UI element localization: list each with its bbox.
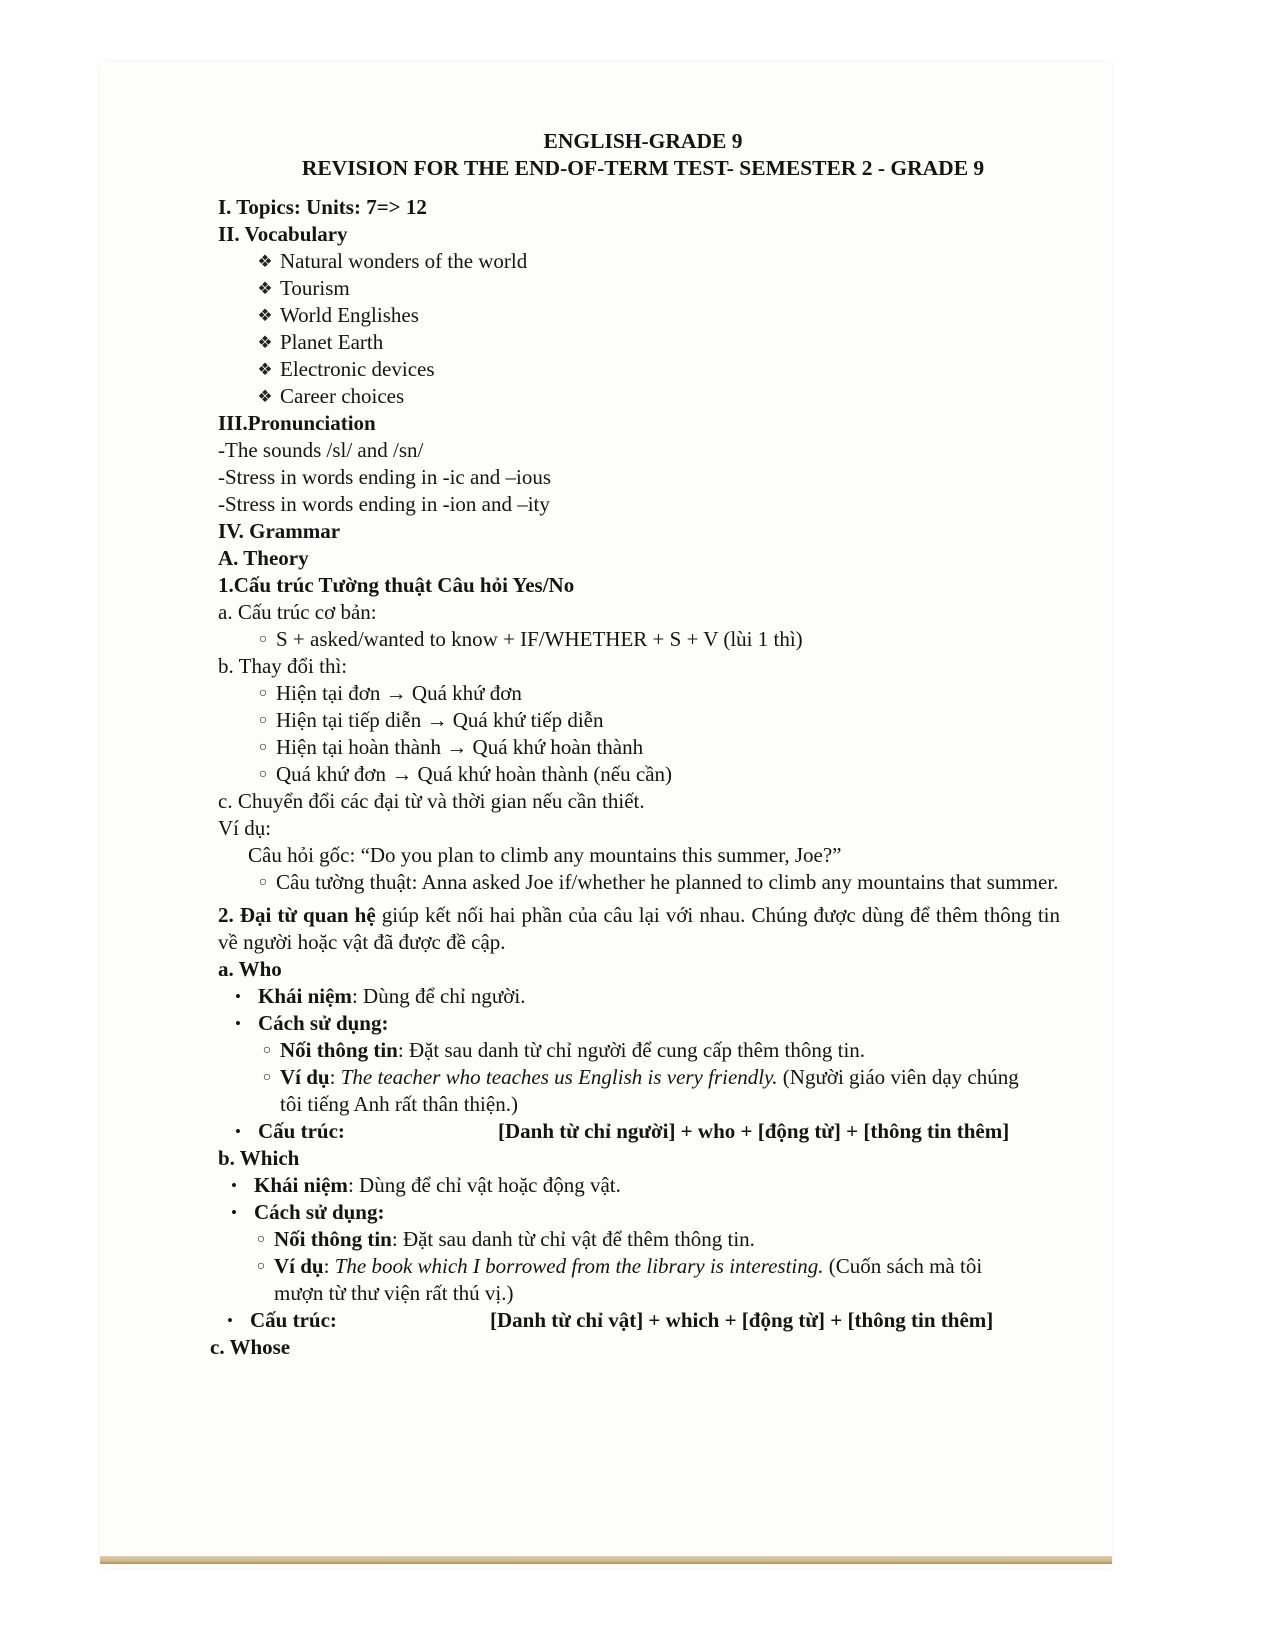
list-item: ❖ Career choices xyxy=(250,383,1098,410)
circle-bullet-icon: ○ xyxy=(258,767,268,782)
circle-bullet-icon: ○ xyxy=(258,713,268,728)
document-body xyxy=(210,128,1098,1361)
bullet-dot-icon: • xyxy=(235,987,241,1006)
circle-bullet-icon: ○ xyxy=(262,1043,272,1058)
list-item: ❖ Electronic devices xyxy=(250,356,1098,383)
diamond-bullet-icon: ❖ xyxy=(257,333,273,352)
bullet-dot-icon: • xyxy=(231,1176,237,1195)
pronunciation-item: -Stress in words ending in -ion and –ity xyxy=(218,492,550,516)
pronunciation-item: -The sounds /sl/ and /sn/ xyxy=(218,438,424,462)
list-item: ○ Ví dụ: The book which I borrowed from the library is interesting. (Cuốn sách mà tôi mượn từ thư viện rất thú vị.) xyxy=(248,1253,1028,1307)
list-item: ❖ Tourism xyxy=(250,275,1098,302)
diamond-bullet-icon: ❖ xyxy=(257,306,273,325)
relative-pronoun-intro: 2. Đại từ quan hệ giúp kết nối hai phần của câu lại với nhau. Chúng được dùng để thêm thông tin về người hoặc vật đã được đề cập. xyxy=(218,903,1060,954)
structure-row: • Cấu trúc: [Danh từ chỉ người] + who + [động từ] + [thông tin thêm] xyxy=(226,1118,1098,1145)
list-item: ❖ Natural wonders of the world xyxy=(250,248,1098,275)
structure-row: • Cấu trúc: [Danh từ chỉ vật] + which + [động từ] + [thông tin thêm] xyxy=(218,1307,1098,1334)
list-item: ○ Hiện tại đơn → Quá khứ đơn xyxy=(250,680,1098,707)
bullet-dot-icon: • xyxy=(235,1014,241,1033)
list-item: • Cách sử dụng: xyxy=(226,1010,1098,1037)
circle-bullet-icon: ○ xyxy=(258,632,268,647)
list-item: ○ Ví dụ: The teacher who teaches us English is very friendly. (Người giáo viên dạy chúng tôi tiếng Anh rất thân thiện.) xyxy=(254,1064,1024,1118)
topics-heading: I. Topics: Units: 7=> 12 xyxy=(218,195,427,219)
diamond-bullet-icon: ❖ xyxy=(257,387,273,406)
list-item: ❖ World Englishes xyxy=(250,302,1098,329)
doc-title: ENGLISH-GRADE 9 xyxy=(543,129,743,153)
doc-subtitle: REVISION FOR THE END-OF-TERM TEST- SEMESTER 2 - GRADE 9 xyxy=(301,156,985,180)
bullet-dot-icon: • xyxy=(235,1122,241,1141)
section-reported-speech-heading: 1.Cấu trúc Tường thuật Câu hỏi Yes/No xyxy=(218,573,575,597)
list-item: • Khái niệm: Dùng để chỉ vật hoặc động vật. xyxy=(222,1172,1098,1199)
pronunciation-heading: III.Pronunciation xyxy=(218,411,376,435)
example-question: Câu hỏi gốc: “Do you plan to climb any mountains this summer, Joe?” xyxy=(248,843,842,867)
list-item: ❖ Planet Earth xyxy=(250,329,1098,356)
example-label: Ví dụ: xyxy=(218,816,272,840)
theory-heading: A. Theory xyxy=(218,546,309,570)
diamond-bullet-icon: ❖ xyxy=(257,252,273,271)
list-item: ○ Hiện tại tiếp diễn → Quá khứ tiếp diễn xyxy=(250,707,1098,734)
diamond-bullet-icon: ❖ xyxy=(257,279,273,298)
which-heading: b. Which xyxy=(218,1146,300,1170)
bullet-dot-icon: • xyxy=(227,1311,233,1330)
list-item xyxy=(250,869,1060,896)
diamond-bullet-icon: ❖ xyxy=(257,360,273,379)
list-item: ○ Nối thông tin: Đặt sau danh từ chỉ vật để thêm thông tin. xyxy=(248,1226,1028,1253)
who-heading: a. Who xyxy=(218,957,282,981)
bullet-dot-icon: • xyxy=(231,1203,237,1222)
list-item: ○ S + asked/wanted to know + IF/WHETHER + S + V (lùi 1 thì) xyxy=(250,626,1098,653)
basic-structure-label: a. Cấu trúc cơ bản: xyxy=(218,600,377,624)
list-item: ○ Hiện tại hoàn thành → Quá khứ hoàn thành xyxy=(250,734,1098,761)
whose-heading: c. Whose xyxy=(210,1335,291,1359)
list-item: ○ Nối thông tin: Đặt sau danh từ chỉ người để cung cấp thêm thông tin. xyxy=(254,1037,1024,1064)
example-reported: Câu tường thuật: Anna asked Joe if/whether he planned to climb any mountains that summer. xyxy=(276,870,1059,894)
tense-change-label: b. Thay đổi thì: xyxy=(218,654,348,678)
circle-bullet-icon: ○ xyxy=(256,1232,266,1247)
circle-bullet-icon: ○ xyxy=(258,740,268,755)
circle-bullet-icon: ○ xyxy=(258,686,268,701)
list-item: ○ Quá khứ đơn → Quá khứ hoàn thành (nếu cần) xyxy=(250,761,1098,788)
pronunciation-item: -Stress in words ending in -ic and –ious xyxy=(218,465,552,489)
circle-bullet-icon: ○ xyxy=(258,875,268,890)
pronoun-change-label: c. Chuyển đổi các đại từ và thời gian nếu cần thiết. xyxy=(218,789,645,813)
vocabulary-list xyxy=(218,248,1098,410)
paper-edge xyxy=(100,1556,1112,1564)
circle-bullet-icon: ○ xyxy=(262,1070,272,1085)
vocabulary-heading: II. Vocabulary xyxy=(218,222,348,246)
grammar-heading: IV. Grammar xyxy=(218,519,341,543)
circle-bullet-icon: ○ xyxy=(256,1259,266,1274)
list-item: • Cách sử dụng: xyxy=(222,1199,1098,1226)
list-item: • Khái niệm: Dùng để chỉ người. xyxy=(226,983,1098,1010)
